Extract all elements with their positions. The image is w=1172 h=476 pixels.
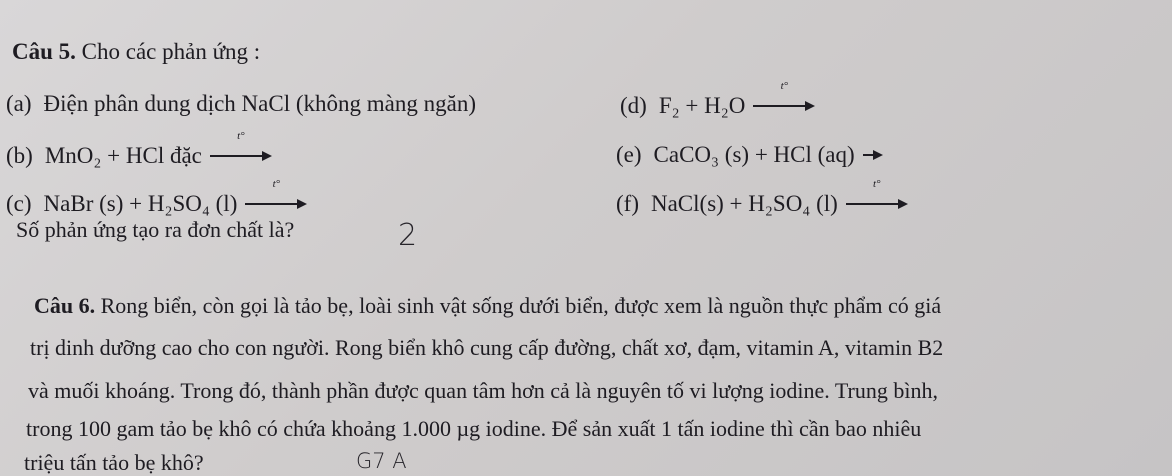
- reaction-b: [6, 130, 272, 168]
- reaction-a: [6, 92, 476, 115]
- question-6-line-5: triệu tấn tảo bẹ khô?: [24, 450, 204, 475]
- reaction-a-tag: (a): [6, 91, 32, 116]
- reaction-c-tag: (c): [6, 191, 32, 216]
- reaction-e-formula: CaCO₃ (s) + HCl (aq): [653, 142, 855, 167]
- reaction-c-arrow-icon: [245, 178, 307, 211]
- reaction-f-condition: t°: [873, 178, 881, 190]
- reaction-d: [620, 80, 815, 118]
- reaction-e-tag: (e): [616, 142, 642, 167]
- reaction-f: [616, 178, 908, 216]
- reaction-b-arrow-icon: [210, 130, 272, 163]
- reaction-f-formula: NaCl(s) + H₂SO₄ (l): [650, 191, 838, 216]
- reaction-c-formula: NaBr (s) + H₂SO₄ (l): [43, 191, 238, 216]
- reaction-d-condition: t°: [780, 80, 789, 92]
- reaction-e-arrow-icon: [863, 140, 883, 162]
- reaction-d-formula: F₂ + H₂O: [658, 93, 746, 118]
- reaction-f-tag: (f): [616, 191, 639, 216]
- reaction-b-tag: (b): [6, 143, 33, 168]
- question-5-heading: [12, 40, 260, 63]
- reaction-d-arrow-icon: [753, 80, 815, 113]
- question-5-label: Câu 5.: [12, 39, 76, 64]
- reaction-e: [616, 140, 883, 166]
- reaction-d-tag: (d): [620, 93, 647, 118]
- question-6-line-4: trong 100 gam tảo bẹ khô có chứa khoảng 1.000 µg iodine. Để sản xuất 1 tấn iodine thì cần bao nhiêu: [26, 416, 922, 441]
- question-5-intro: Cho các phản ứng :: [81, 39, 261, 64]
- reaction-a-text: Điện phân dung dịch NaCl (không màng ngăn): [43, 91, 476, 116]
- question-6-handwritten-answer: G7 A: [356, 449, 407, 473]
- question-6-line-1: [34, 295, 941, 317]
- question-6-text-1: Rong biển, còn gọi là tảo bẹ, loài sinh vật sống dưới biển, được xem là nguồn thực phẩm có giá: [100, 293, 942, 318]
- reaction-c: [6, 178, 307, 216]
- reaction-b-formula: MnO₂ + HCl đặc: [44, 143, 202, 168]
- reaction-c-condition: t°: [272, 178, 281, 190]
- question-5-handwritten-answer: 2: [398, 218, 418, 253]
- question-6-label: Câu 6.: [34, 293, 96, 318]
- question-6-line-2: trị dinh dưỡng cao cho con người. Rong biển khô cung cấp đường, chất xơ, đạm, vitamin A, vitamin B2: [30, 335, 944, 360]
- question-6-line-3: và muối khoáng. Trong đó, thành phần được quan tâm hơn cả là nguyên tố vi lượng iodine. Trung bình,: [28, 378, 938, 403]
- reaction-f-arrow-icon: [846, 178, 908, 211]
- reaction-b-condition: t°: [237, 130, 245, 142]
- question-5-prompt: Số phản ứng tạo ra đơn chất là?: [16, 217, 295, 242]
